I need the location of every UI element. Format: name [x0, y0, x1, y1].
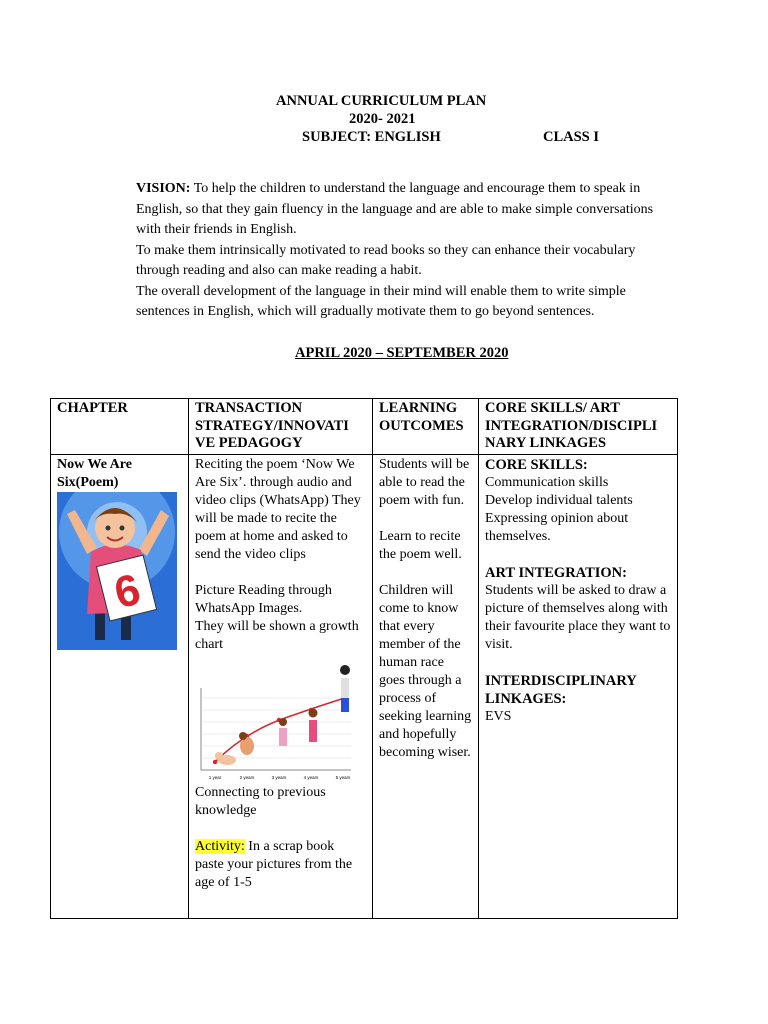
vision-section [136, 179, 676, 323]
chart-tick-1: 1 year [208, 774, 222, 780]
poem-illustration [57, 492, 177, 650]
chart-tick-2: 2 years [239, 774, 255, 780]
header-transaction: TRANSACTION STRATEGY/INNOVATI VE PEDAGOGY [189, 399, 373, 455]
core-skills-cell [479, 454, 678, 918]
chart-tick-3: 3 years [271, 774, 287, 780]
outcomes-cell [373, 454, 479, 918]
interdisciplinary-heading: INTERDISCIPLINARY LINKAGES: [485, 672, 637, 707]
activity-label: Activity: [195, 838, 245, 854]
table-header-row [51, 399, 678, 455]
chart-tick-4: 4 years [303, 774, 319, 780]
class-label: CLASS I [543, 129, 600, 145]
illustration-number: 6 [109, 564, 146, 618]
outcome-3: Children will come to know that every member of the human race goes through a process of seeking learning and hopefully becoming wiser. [379, 582, 472, 760]
vision-para-3: The overall development of the language in their mind will enable them to write simple sentences in English, which will gradually motivate them to go beyond sentences. [136, 283, 626, 319]
core-skill-item: Develop individual talents [485, 492, 633, 508]
chart-tick-5: 5 years [335, 774, 351, 780]
activity-description: In a scrap book paste your pictures from the age of 1-5 [195, 838, 353, 890]
vision-label: VISION: [136, 181, 191, 196]
transaction-text-2: Picture Reading through WhatsApp Images. [195, 582, 332, 616]
header-outcomes: LEARNING OUTCOMES [373, 399, 479, 455]
chapter-name: Now We Are Six(Poem) [57, 456, 132, 490]
document-title: ANNUAL CURRICULUM PLAN [276, 93, 487, 109]
curriculum-table [50, 398, 678, 919]
core-skill-item: Communication skills [485, 474, 609, 490]
core-skill-item: Expressing opinion about themselves. [485, 510, 629, 544]
transaction-cell [189, 454, 373, 918]
art-integration-heading: ART INTEGRATION: [485, 564, 627, 581]
transaction-text-4: Connecting to previous knowledge [195, 784, 326, 818]
subject-label: SUBJECT: ENGLISH [302, 129, 441, 145]
activity-text [195, 838, 366, 892]
transaction-text-1: Reciting the poem ‘Now We Are Six’. through audio and video clips (WhatsApp) They will be made to recite the poem at home and asked to send the video clips [195, 456, 361, 562]
table-row [51, 454, 678, 918]
outcome-1: Students will be able to read the poem with fun. [379, 456, 470, 508]
chapter-cell [51, 454, 189, 918]
transaction-text-3: They will be shown a growth chart [195, 618, 359, 652]
core-skills-heading: CORE SKILLS: [485, 456, 588, 473]
header-chapter: CHAPTER [51, 399, 189, 455]
academic-year: 2020- 2021 [349, 111, 416, 127]
header-core-skills: CORE SKILLS/ ART INTEGRATION/DISCIPLI NARY LINKAGES [479, 399, 678, 455]
outcome-2: Learn to recite the poem well. [379, 528, 462, 562]
growth-chart-image [195, 658, 355, 784]
art-integration-text: Students will be asked to draw a picture of themselves along with their favourite place they want to visit. [485, 582, 671, 652]
period-heading: APRIL 2020 – SEPTEMBER 2020 [295, 345, 509, 361]
vision-para-1: To help the children to understand the language and encourage them to speak in English, so that they gain fluency in the language and are able to make simple conversations with their friends in English. [136, 181, 654, 237]
interdisciplinary-text: EVS [485, 708, 512, 724]
vision-para-2: To make them intrinsically motivated to read books so they can enhance their vocabulary through reading and also can make reading a habit. [136, 242, 636, 278]
